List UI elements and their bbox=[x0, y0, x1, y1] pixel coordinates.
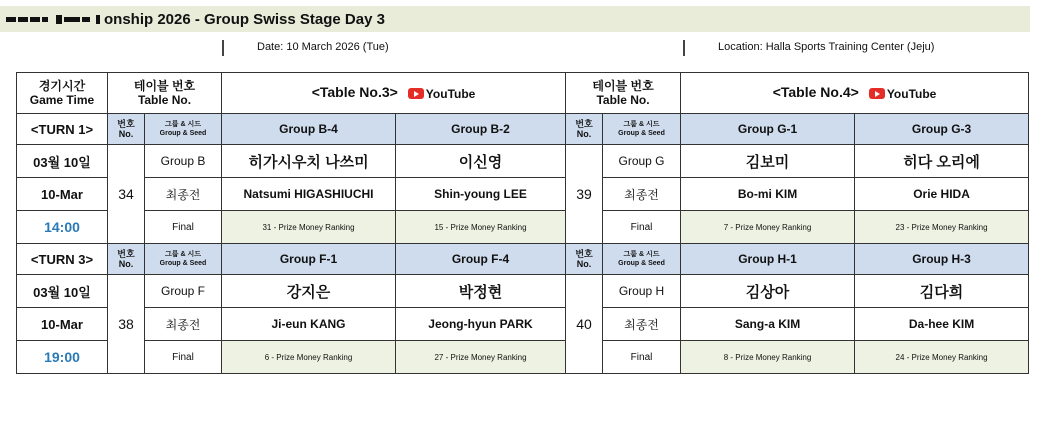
no-label: 번호 No. bbox=[108, 114, 145, 145]
prize-ranking: 8 - Prize Money Ranking bbox=[681, 341, 855, 374]
date-en: 10-Mar bbox=[17, 178, 108, 211]
seed-cell: Group B-4 bbox=[222, 114, 396, 145]
table-no-header: 테이블 번호 Table No. bbox=[566, 73, 681, 114]
match-row bbox=[17, 341, 1029, 374]
player-name-kr: 김다희 bbox=[855, 275, 1029, 308]
seed-label: 그룹 & 시드 Group & Seed bbox=[145, 114, 222, 145]
turn-label: <TURN 1> bbox=[17, 114, 108, 145]
player-name-kr: 히가시우치 나쓰미 bbox=[222, 145, 396, 178]
player-name-en: Orie HIDA bbox=[855, 178, 1029, 211]
player-name-en: Da-hee KIM bbox=[855, 308, 1029, 341]
match-row bbox=[17, 308, 1029, 341]
group-label: Group F bbox=[145, 275, 222, 308]
prize-ranking: 27 - Prize Money Ranking bbox=[396, 341, 566, 374]
table-4-header: <Table No.4> YouTube bbox=[681, 73, 1029, 114]
turn-label: <TURN 3> bbox=[17, 244, 108, 275]
no-label: 번호 No. bbox=[566, 244, 603, 275]
match-row bbox=[17, 211, 1029, 244]
final-kr: 최종전 bbox=[603, 178, 681, 211]
final-kr: 최종전 bbox=[603, 308, 681, 341]
page-title: onship 2026 - Group Swiss Stage Day 3 bbox=[104, 10, 385, 28]
seed-cell: Group G-3 bbox=[855, 114, 1029, 145]
player-name-en: Ji-eun KANG bbox=[222, 308, 396, 341]
table-no-header: 테이블 번호 Table No. bbox=[108, 73, 222, 114]
prize-ranking: 31 - Prize Money Ranking bbox=[222, 211, 396, 244]
match-number: 38 bbox=[108, 275, 145, 374]
player-name-kr: 박정현 bbox=[396, 275, 566, 308]
final-en: Final bbox=[145, 341, 222, 374]
final-en: Final bbox=[603, 341, 681, 374]
game-time: 14:00 bbox=[17, 211, 108, 244]
turn-row bbox=[17, 114, 1029, 145]
player-name-en: Bo-mi KIM bbox=[681, 178, 855, 211]
seed-label: 그룹 & 시드 Group & Seed bbox=[603, 244, 681, 275]
prize-ranking: 6 - Prize Money Ranking bbox=[222, 341, 396, 374]
player-name-en: Shin-young LEE bbox=[396, 178, 566, 211]
game-time-header: 경기시간 Game Time bbox=[17, 73, 108, 114]
date-text: Date: 10 March 2026 (Tue) bbox=[257, 41, 389, 53]
prize-ranking: 23 - Prize Money Ranking bbox=[855, 211, 1029, 244]
seed-cell: Group B-2 bbox=[396, 114, 566, 145]
game-time: 19:00 bbox=[17, 341, 108, 374]
schedule-table bbox=[16, 72, 1029, 374]
prize-ranking: 7 - Prize Money Ranking bbox=[681, 211, 855, 244]
seed-cell: Group F-4 bbox=[396, 244, 566, 275]
youtube-link[interactable]: YouTube bbox=[408, 87, 476, 101]
seed-label: 그룹 & 시드 Group & Seed bbox=[603, 114, 681, 145]
youtube-icon bbox=[408, 88, 424, 99]
match-number: 39 bbox=[566, 145, 603, 244]
turn-row bbox=[17, 244, 1029, 275]
group-label: Group B bbox=[145, 145, 222, 178]
player-name-kr: 이신영 bbox=[396, 145, 566, 178]
youtube-icon bbox=[869, 88, 885, 99]
final-en: Final bbox=[603, 211, 681, 244]
divider bbox=[683, 40, 685, 56]
table-3-header: <Table No.3> YouTube bbox=[222, 73, 566, 114]
match-number: 34 bbox=[108, 145, 145, 244]
match-row bbox=[17, 275, 1029, 308]
player-name-kr: 강지은 bbox=[222, 275, 396, 308]
final-kr: 최종전 bbox=[145, 308, 222, 341]
group-label: Group H bbox=[603, 275, 681, 308]
seed-cell: Group H-1 bbox=[681, 244, 855, 275]
info-bar bbox=[0, 38, 1064, 60]
date-en: 10-Mar bbox=[17, 308, 108, 341]
player-name-en: Jeong-hyun PARK bbox=[396, 308, 566, 341]
seed-cell: Group F-1 bbox=[222, 244, 396, 275]
match-row bbox=[17, 178, 1029, 211]
date-kr: 03월 10일 bbox=[17, 275, 108, 308]
seed-cell: Group G-1 bbox=[681, 114, 855, 145]
group-label: Group G bbox=[603, 145, 681, 178]
seed-cell: Group H-3 bbox=[855, 244, 1029, 275]
player-name-en: Sang-a KIM bbox=[681, 308, 855, 341]
header-row bbox=[17, 73, 1029, 114]
final-kr: 최종전 bbox=[145, 178, 222, 211]
event-logo bbox=[6, 15, 100, 24]
prize-ranking: 24 - Prize Money Ranking bbox=[855, 341, 1029, 374]
match-row bbox=[17, 145, 1029, 178]
player-name-kr: 히다 오리에 bbox=[855, 145, 1029, 178]
prize-ranking: 15 - Prize Money Ranking bbox=[396, 211, 566, 244]
player-name-en: Natsumi HIGASHIUCHI bbox=[222, 178, 396, 211]
title-bar bbox=[0, 6, 1030, 32]
match-number: 40 bbox=[566, 275, 603, 374]
no-label: 번호 No. bbox=[108, 244, 145, 275]
final-en: Final bbox=[145, 211, 222, 244]
date-kr: 03월 10일 bbox=[17, 145, 108, 178]
player-name-kr: 김상아 bbox=[681, 275, 855, 308]
divider bbox=[222, 40, 224, 56]
player-name-kr: 김보미 bbox=[681, 145, 855, 178]
seed-label: 그룹 & 시드 Group & Seed bbox=[145, 244, 222, 275]
youtube-link[interactable]: YouTube bbox=[869, 87, 937, 101]
location-text: Location: Halla Sports Training Center (Jeju) bbox=[718, 41, 935, 53]
no-label: 번호 No. bbox=[566, 114, 603, 145]
